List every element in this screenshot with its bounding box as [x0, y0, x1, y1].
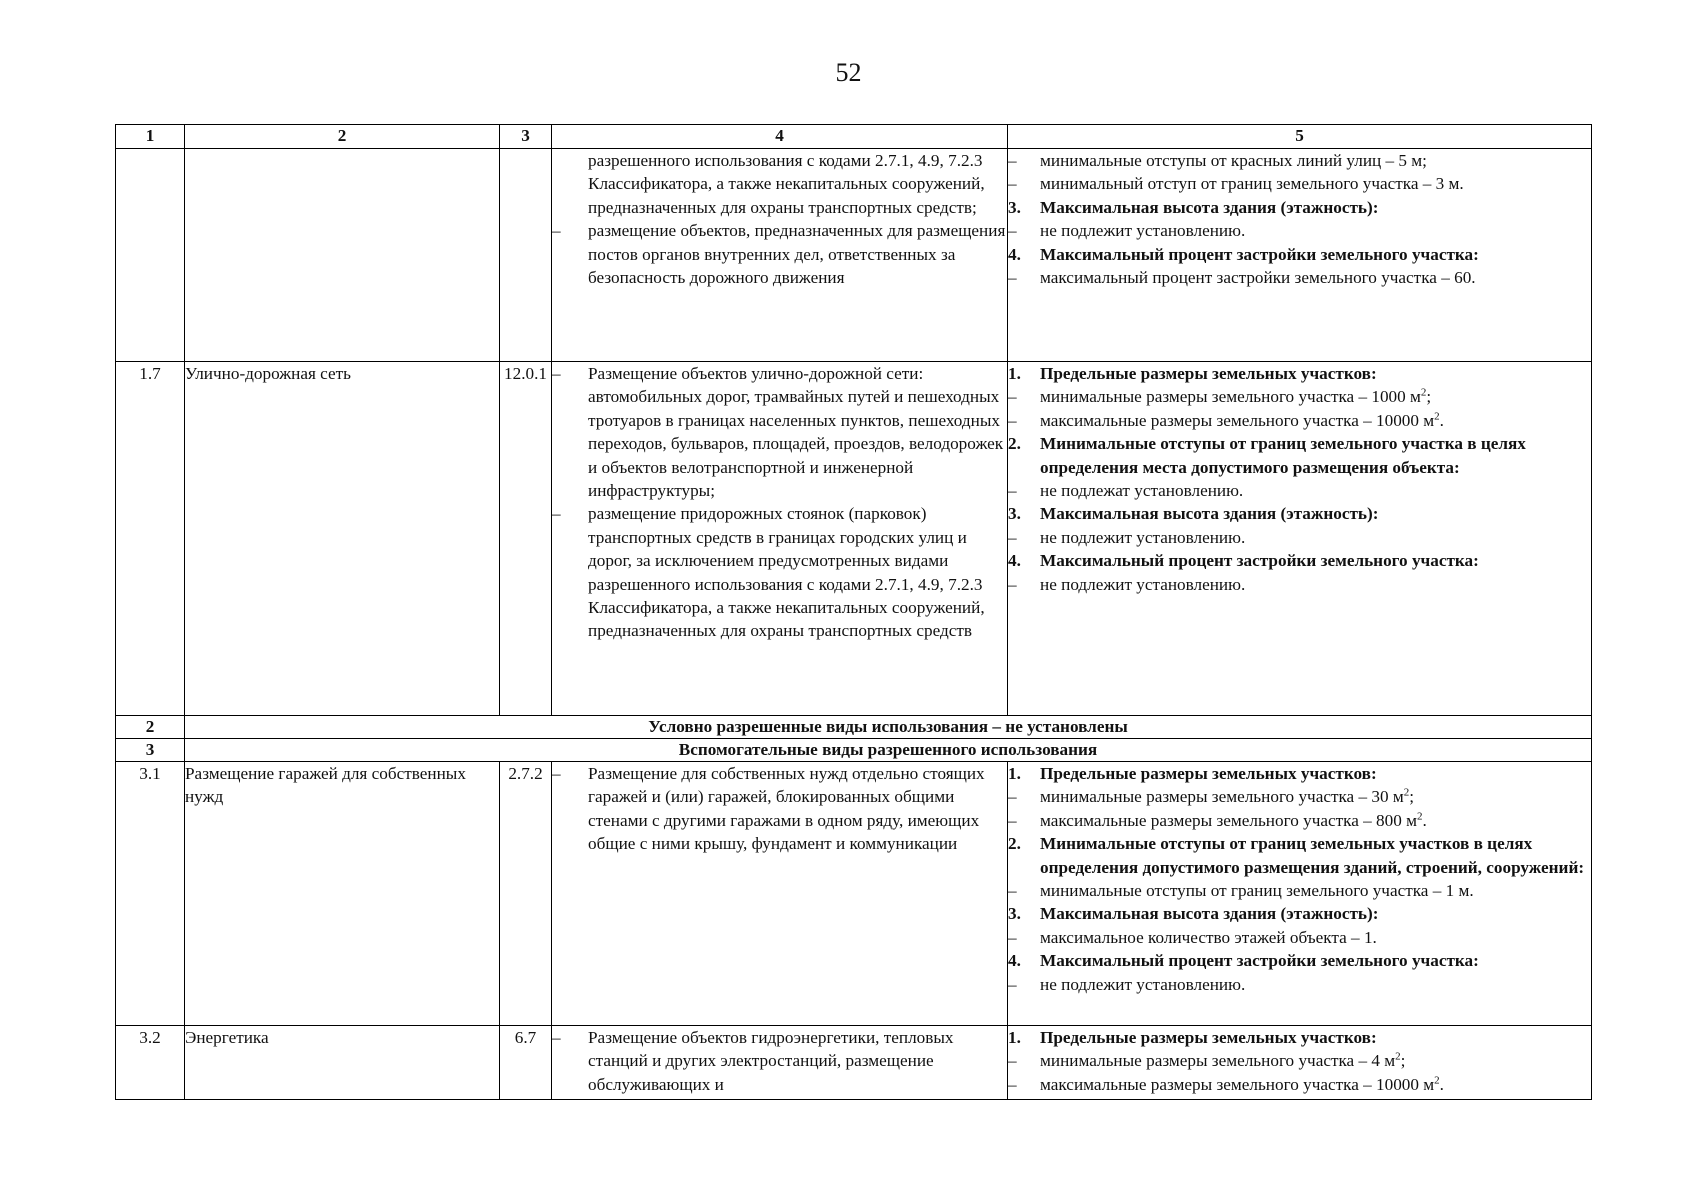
- description-item: [552, 502, 1007, 642]
- section-number: 3: [116, 739, 185, 762]
- list-text-tail: .: [1422, 810, 1427, 830]
- list-text-main: максимальное количество этажей объекта – 1.: [1040, 927, 1377, 947]
- list-text: [1040, 832, 1591, 879]
- list-text: [1040, 266, 1591, 289]
- list-marker: 3.: [1008, 904, 1021, 924]
- list-marker: 3.: [1008, 197, 1021, 217]
- parameter-item: [1008, 385, 1591, 408]
- list-marker: –: [1008, 268, 1017, 288]
- parameter-heading: [1008, 1026, 1591, 1049]
- list-text-main: размещение объектов, предназначенных для размещения постов органов внутренних дел, ответственных за безопасность дорожного движения: [588, 221, 1006, 288]
- table-row: [116, 1026, 1592, 1100]
- list-marker: 2.: [1008, 834, 1021, 854]
- list-text: [1040, 785, 1591, 808]
- list-text: [1040, 973, 1591, 996]
- list-marker: –: [1008, 974, 1017, 994]
- parameter-item: [1008, 526, 1591, 549]
- table-row: [116, 762, 1592, 1026]
- list-text-main: не подлежит установлению.: [1040, 221, 1246, 241]
- list-marker: –: [1008, 1074, 1017, 1094]
- parameter-heading: [1008, 832, 1591, 879]
- list-text-main: минимальные отступы от границ земельного участка – 1 м.: [1040, 881, 1474, 901]
- row-name-cell: Улично-дорожная сеть: [185, 362, 500, 716]
- parameters-cell: [1008, 149, 1592, 362]
- row-number-cell: 1.7: [116, 362, 185, 716]
- parameter-item: [1008, 219, 1591, 242]
- header-cell: 1: [116, 125, 185, 149]
- list-marker: –: [552, 764, 561, 783]
- list-text-main: не подлежат установлению.: [1040, 481, 1244, 501]
- row-number-cell: 3.2: [116, 1026, 185, 1100]
- list-marker: –: [1008, 574, 1017, 594]
- row-code-cell: 6.7: [500, 1026, 552, 1100]
- list-marker: –: [552, 504, 561, 524]
- list-text: [588, 362, 1007, 502]
- list-text: [1040, 196, 1591, 219]
- parameter-heading: [1008, 549, 1591, 572]
- parameter-item: [1008, 409, 1591, 432]
- list-text: [588, 1026, 1007, 1096]
- list-text-main: Предельные размеры земельных участков:: [1040, 1028, 1377, 1047]
- header-cell: 4: [552, 125, 1008, 149]
- list-text-main: максимальные размеры земельного участка – 10000 м: [1040, 1074, 1435, 1094]
- parameter-item: [1008, 172, 1591, 195]
- list-marker: –: [552, 221, 561, 241]
- parameter-item: [1008, 879, 1591, 902]
- list-marker: 3.: [1008, 504, 1021, 524]
- parameter-item: [1008, 149, 1591, 172]
- list-text: [1040, 549, 1591, 572]
- list-marker: –: [552, 1028, 561, 1047]
- list-text-tail: .: [1439, 1074, 1444, 1094]
- superscript: 2: [1420, 386, 1427, 399]
- section-number: 2: [116, 716, 185, 739]
- list-text-main: Предельные размеры земельных участков:: [1040, 764, 1377, 783]
- list-text: [1040, 902, 1591, 925]
- parameter-item: [1008, 785, 1591, 808]
- list-marker: –: [1008, 787, 1017, 807]
- parameter-item: [1008, 926, 1591, 949]
- parameter-heading: [1008, 432, 1591, 479]
- superscript: 2: [1434, 1074, 1440, 1087]
- section-row: [116, 716, 1592, 739]
- parameter-heading: [1008, 949, 1591, 972]
- list-text: [588, 219, 1007, 289]
- list-marker: 4.: [1008, 551, 1021, 571]
- list-text-main: максимальные размеры земельного участка – 800 м: [1040, 810, 1417, 830]
- row-name-cell: Размещение гаражей для собственных нужд: [185, 762, 500, 1026]
- list-marker: –: [1008, 481, 1017, 501]
- description-item: [552, 219, 1007, 289]
- section-title: Вспомогательные виды разрешенного использования: [185, 739, 1592, 762]
- list-text-main: максимальный процент застройки земельного участка – 60.: [1040, 268, 1476, 288]
- parameter-item: [1008, 1073, 1591, 1096]
- header-cell: 2: [185, 125, 500, 149]
- list-text: [1040, 219, 1591, 242]
- superscript: 2: [1416, 810, 1423, 823]
- list-text: [588, 149, 1007, 219]
- list-text-main: Минимальные отступы от границ земельного участка в целях определения места допустимого размещения объекта:: [1040, 434, 1526, 477]
- parameter-heading: [1008, 362, 1591, 385]
- list-text-tail: ;: [1409, 787, 1415, 807]
- list-text: [1040, 479, 1591, 502]
- parameter-item: [1008, 809, 1591, 832]
- list-text-main: не подлежит установлению.: [1040, 974, 1246, 994]
- description-cell: [552, 1026, 1008, 1100]
- list-text: [1040, 385, 1591, 408]
- list-text: [1040, 879, 1591, 902]
- list-text-main: Максимальная высота здания (этажность):: [1040, 904, 1379, 924]
- list-marker: 4.: [1008, 244, 1021, 264]
- parameters-cell: [1008, 1026, 1592, 1100]
- parameter-item: [1008, 479, 1591, 502]
- list-marker: –: [1008, 151, 1017, 170]
- list-text-tail: .: [1439, 410, 1444, 430]
- parameter-item: [1008, 573, 1591, 596]
- list-marker: –: [1008, 221, 1017, 241]
- list-text-main: Максимальный процент застройки земельного участка:: [1040, 551, 1479, 571]
- list-text: [588, 762, 1007, 856]
- header-cell: 3: [500, 125, 552, 149]
- list-text-main: Предельные размеры земельных участков:: [1040, 364, 1377, 383]
- description-item: [552, 762, 1007, 856]
- list-marker: –: [1008, 927, 1017, 947]
- row-number-cell: [116, 149, 185, 362]
- section-title: Условно разрешенные виды использования – не установлены: [185, 716, 1592, 739]
- list-text: [1040, 362, 1591, 385]
- list-marker: –: [1008, 174, 1017, 194]
- superscript: 2: [1395, 1050, 1401, 1063]
- page-number: 52: [835, 58, 862, 87]
- list-text-tail: ;: [1400, 1051, 1406, 1071]
- parameter-item: [1008, 266, 1591, 289]
- parameter-item: [1008, 1049, 1591, 1072]
- parameter-heading: [1008, 502, 1591, 525]
- list-text: [1040, 526, 1591, 549]
- list-text-main: Размещение для собственных нужд отдельно стоящих гаражей и (или) гаражей, блокированных общими стенами с другими гаражами в одном ряду, имеющих общие с ними крышу, фундамент и коммуникации: [588, 764, 985, 854]
- list-marker: –: [1008, 387, 1017, 407]
- list-marker: [552, 149, 588, 219]
- list-text-main: минимальные отступы от красных линий улиц – 5 м;: [1040, 151, 1427, 170]
- list-marker: 2.: [1008, 434, 1021, 454]
- list-text-main: Максимальная высота здания (этажность):: [1040, 197, 1379, 217]
- list-text-main: минимальные размеры земельного участка – 4 м: [1040, 1051, 1396, 1071]
- row-name-cell: [185, 149, 500, 362]
- list-text-main: Максимальная высота здания (этажность):: [1040, 504, 1379, 524]
- list-text: [1040, 432, 1591, 479]
- list-text: [1040, 762, 1591, 785]
- row-code-cell: 2.7.2: [500, 762, 552, 1026]
- list-text-main: не подлежит установлению.: [1040, 527, 1246, 547]
- row-code-cell: 12.0.1: [500, 362, 552, 716]
- parameter-heading: [1008, 762, 1591, 785]
- list-marker: –: [1008, 410, 1017, 430]
- parameter-heading: [1008, 196, 1591, 219]
- list-marker: –: [552, 364, 561, 383]
- list-text: [1040, 1073, 1591, 1096]
- table-row: [116, 362, 1592, 716]
- header-cell: 5: [1008, 125, 1592, 149]
- parameter-heading: [1008, 243, 1591, 266]
- list-text-tail: ;: [1426, 387, 1432, 407]
- parameter-heading: [1008, 902, 1591, 925]
- land-use-table: [115, 124, 1592, 1100]
- list-text: [1040, 243, 1591, 266]
- list-text-main: максимальные размеры земельного участка – 10000 м: [1040, 410, 1435, 430]
- list-marker: 1.: [1008, 764, 1021, 783]
- description-item: [552, 362, 1007, 502]
- superscript: 2: [1434, 410, 1440, 423]
- list-text-main: Минимальные отступы от границ земельных участков в целях определения допустимого размещения зданий, строений, сооружений:: [1040, 834, 1585, 877]
- list-text: [1040, 809, 1591, 832]
- list-text-main: размещение придорожных стоянок (парковок) транспортных средств в границах городских улиц и дорог, за исключением предусмотренных видами разрешенного использования с кодами 2.7.1, 4.9, 7.2.3 Классификатора, а также некапитальных сооружений, предназначенных для охраны транспортных средств: [588, 504, 985, 641]
- parameter-item: [1008, 973, 1591, 996]
- list-text-main: Максимальный процент застройки земельного участка:: [1040, 244, 1479, 264]
- list-marker: –: [1008, 810, 1017, 830]
- description-cell: [552, 149, 1008, 362]
- list-marker: 1.: [1008, 364, 1021, 383]
- row-name-cell: Энергетика: [185, 1026, 500, 1100]
- list-text: [1040, 149, 1591, 172]
- table-row: [116, 149, 1592, 362]
- list-marker: 4.: [1008, 951, 1021, 971]
- list-text: [1040, 573, 1591, 596]
- list-text: [1040, 502, 1591, 525]
- list-text-main: Размещение объектов гидроэнергетики, тепловых станций и других электростанций, размещение обслуживающих и: [588, 1028, 954, 1094]
- list-text: [1040, 172, 1591, 195]
- list-text: [588, 502, 1007, 642]
- list-marker: –: [1008, 527, 1017, 547]
- list-marker: 1.: [1008, 1028, 1021, 1047]
- list-marker: –: [1008, 881, 1017, 901]
- parameters-cell: [1008, 762, 1592, 1026]
- list-text-main: минимальный отступ от границ земельного участка – 3 м.: [1040, 174, 1464, 194]
- list-text-main: минимальные размеры земельного участка – 1000 м: [1040, 387, 1421, 407]
- superscript: 2: [1403, 786, 1410, 799]
- list-text: [1040, 1026, 1591, 1049]
- row-code-cell: [500, 149, 552, 362]
- description-cell: [552, 362, 1008, 716]
- list-text: [1040, 926, 1591, 949]
- row-number-cell: 3.1: [116, 762, 185, 1026]
- list-text-main: минимальные размеры земельного участка – 30 м: [1040, 787, 1404, 807]
- list-text-main: не подлежит установлению.: [1040, 574, 1246, 594]
- parameters-cell: [1008, 362, 1592, 716]
- list-text-main: Максимальный процент застройки земельного участка:: [1040, 951, 1479, 971]
- list-text: [1040, 409, 1591, 432]
- list-marker: –: [1008, 1051, 1017, 1071]
- list-text-main: разрешенного использования с кодами 2.7.1, 4.9, 7.2.3 Классификатора, а также некапитальных сооружений, предназначенных для охраны транспортных средств;: [588, 151, 985, 217]
- description-cell: [552, 762, 1008, 1026]
- list-text-main: Размещение объектов улично-дорожной сети: автомобильных дорог, трамвайных путей и пешеходных тротуаров в границах населенных пунктов, пешеходных переходов, бульваров, площадей, проездов, велодорожек и объектов велотранспортной и инженерной инфраструктуры;: [588, 364, 1004, 501]
- section-row: [116, 739, 1592, 762]
- description-item: [552, 1026, 1007, 1096]
- list-text: [1040, 949, 1591, 972]
- description-item: [552, 149, 1007, 219]
- list-text: [1040, 1049, 1591, 1072]
- table-header-row: [116, 125, 1592, 149]
